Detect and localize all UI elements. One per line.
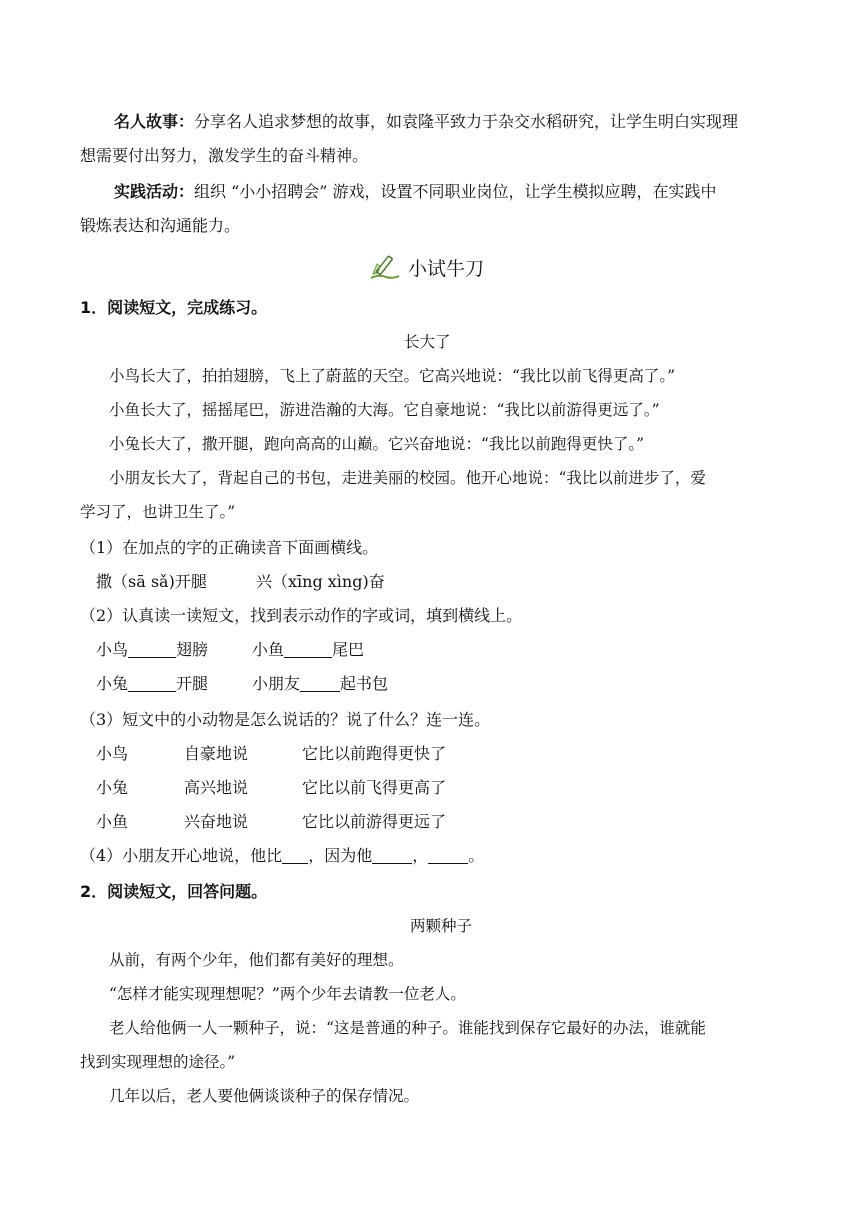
q1-sub-2-row2b (252, 674, 388, 694)
blank-suffix: 开腿 (176, 674, 209, 693)
q1-paragraph-3: 小兔长大了，撒开腿，跑向高高的山巅。它兴奋地说：“我比以前跑得更快了。” (109, 435, 645, 453)
sub-4-text: （4）小朋友开心地说，他比 (80, 846, 283, 865)
match-manner-2[interactable]: 高兴地说 (184, 778, 249, 797)
q1-paragraph-1: 小鸟长大了，拍拍翅膀，飞上了蔚蓝的天空。它高兴地说：“我比以前飞得更高了。” (109, 367, 676, 385)
answer-blank[interactable] (372, 847, 412, 864)
sub-4-text: 。 (468, 846, 485, 865)
q1-sub-1: （1）在加点的字的正确读音下面画横线。 (80, 538, 379, 557)
practice-text: 组织 “小小招聘会” 游戏，设置不同职业岗位，让学生模拟应聘，在实践中 (194, 182, 717, 201)
blank-suffix: 尾巴 (332, 640, 365, 659)
intro-practice-line1 (114, 182, 717, 202)
match-animal-1[interactable]: 小鸟 (96, 744, 129, 763)
q2-paragraph-1: 从前，有两个少年，他们都有美好的理想。 (109, 951, 404, 969)
sub-4-text: ， (412, 846, 429, 865)
story-label: 名人故事： (114, 112, 195, 131)
q1-sub-3: （3）短文中的小动物是怎么说话的？说了什么？连一连。 (80, 710, 491, 729)
section-title (368, 252, 484, 282)
blank-suffix: 翅膀 (176, 640, 209, 659)
match-speech-3[interactable]: 它比以前游得更远了 (302, 812, 447, 831)
q2-paragraph-4: 几年以后，老人要他俩谈谈种子的保存情况。 (109, 1087, 420, 1105)
blank-prefix: 小鱼 (252, 640, 285, 659)
q1-sub-2-row2a (96, 674, 208, 694)
answer-blank[interactable] (428, 847, 468, 864)
q1-sub-2: （2）认真读一读短文，找到表示动作的字或词，填到横线上。 (80, 606, 523, 625)
q1-sub-2-row1b (252, 640, 364, 660)
q1-paragraph-4b: 学习了，也讲卫生了。” (80, 503, 236, 521)
q1-sub-4 (80, 846, 484, 866)
match-speech-2[interactable]: 它比以前飞得更高了 (302, 778, 447, 797)
blank-prefix: 小兔 (96, 674, 129, 693)
match-animal-3[interactable]: 小鱼 (96, 812, 129, 831)
match-manner-1[interactable]: 自豪地说 (184, 744, 249, 763)
blank-suffix: 起书包 (340, 674, 389, 693)
intro-story-line1 (114, 112, 738, 132)
match-speech-1[interactable]: 它比以前跑得更快了 (302, 744, 447, 763)
pen-writing-icon (368, 252, 402, 282)
sub-4-text: ，因为他 (308, 846, 373, 865)
q2-paragraph-3b: 找到实现理想的途径。” (80, 1053, 236, 1071)
q2-paragraph-3a: 老人给他俩一人一颗种子，说：“这是普通的种子。谁能找到保存它最好的办法，谁就能 (109, 1019, 706, 1037)
q1-story-title: 长大了 (404, 333, 451, 351)
q1-heading: 1．阅读短文，完成练习。 (80, 298, 268, 317)
q2-paragraph-2: “怎样才能实现理想呢？”两个少年去请教一位老人。 (109, 985, 466, 1003)
q2-heading: 2．阅读短文，回答问题。 (80, 882, 268, 901)
blank-prefix: 小朋友 (252, 674, 301, 693)
answer-blank[interactable] (282, 847, 308, 864)
q1-paragraph-2: 小鱼长大了，摇摇尾巴，游进浩瀚的大海。它自豪地说：“我比以前游得更远了。” (109, 401, 660, 419)
match-manner-3[interactable]: 兴奋地说 (184, 812, 249, 831)
q1-paragraph-4a: 小朋友长大了，背起自己的书包，走进美丽的校园。他开心地说：“我比以前进步了，爱 (109, 469, 706, 487)
answer-blank[interactable] (128, 641, 176, 658)
blank-prefix: 小鸟 (96, 640, 129, 659)
q2-story-title: 两颗种子 (410, 917, 473, 935)
match-animal-2[interactable]: 小兔 (96, 778, 129, 797)
q1-sub-1-option-b: 兴（xīng xìng)奋 (256, 572, 385, 591)
q1-sub-2-row1a (96, 640, 208, 660)
section-title-text: 小试牛刀 (408, 257, 485, 280)
intro-practice-line2: 锻炼表达和沟通能力。 (80, 216, 241, 235)
story-text: 分享名人追求梦想的故事，如袁隆平致力于杂交水稻研究，让学生明白实现理 (194, 112, 739, 131)
answer-blank[interactable] (128, 675, 176, 692)
intro-story-line2: 想需要付出努力，激发学生的奋斗精神。 (80, 146, 369, 165)
answer-blank[interactable] (284, 641, 332, 658)
q1-sub-1-option-a: 撒（sā sǎ)开腿 (96, 572, 207, 591)
answer-blank[interactable] (300, 675, 340, 692)
practice-label: 实践活动： (114, 182, 195, 201)
